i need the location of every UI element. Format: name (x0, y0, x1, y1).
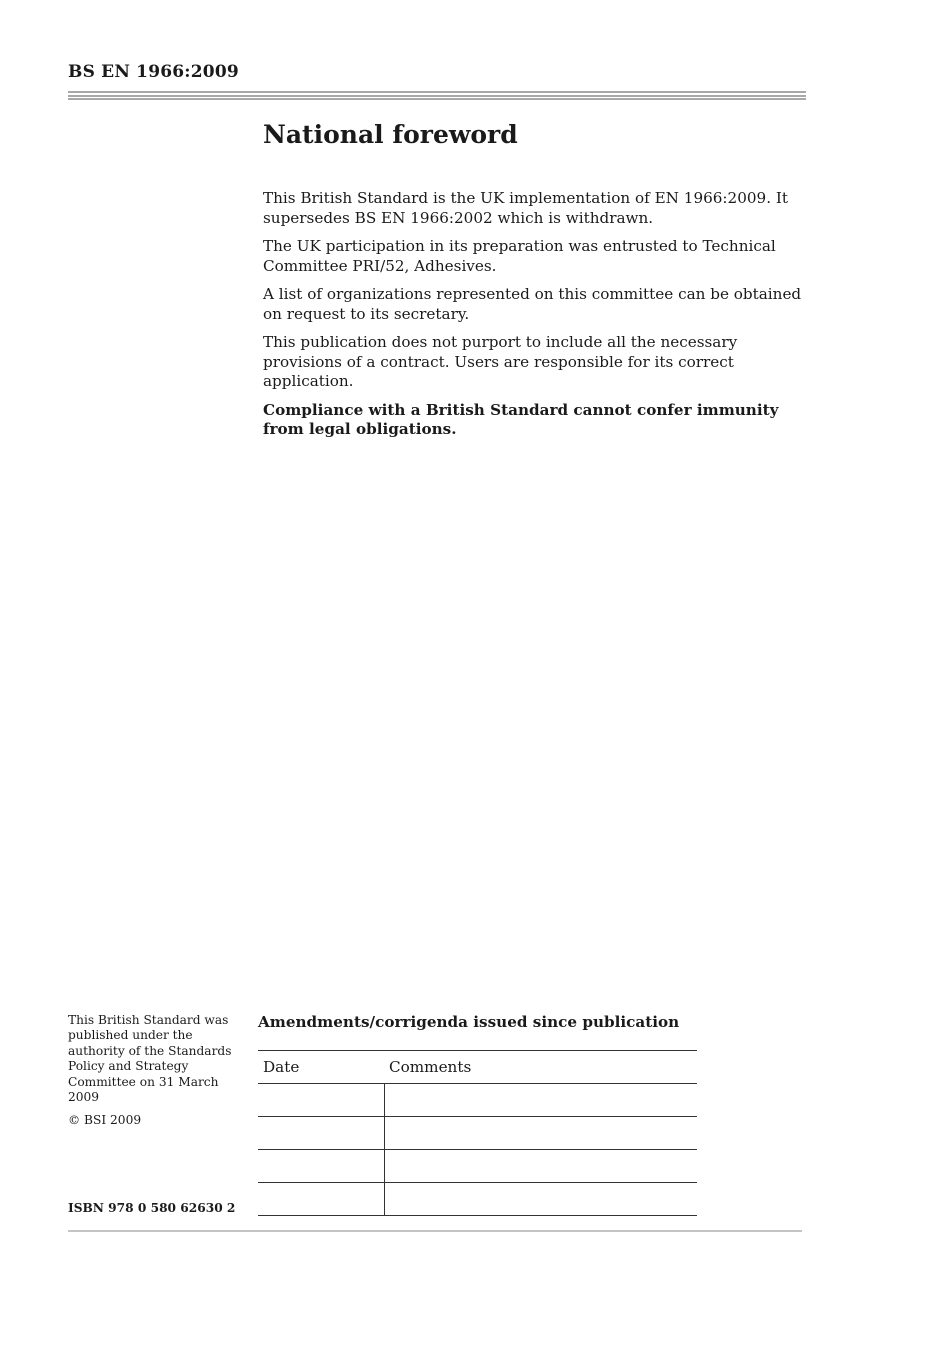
publication-sidebar (68, 1013, 236, 1137)
foreword-body (263, 189, 808, 449)
table-row (258, 1150, 697, 1183)
comments-cell (384, 1117, 697, 1150)
table-row (258, 1183, 697, 1216)
date-cell (258, 1117, 384, 1150)
column-header-date: Date (258, 1051, 384, 1084)
header-rule-line (68, 98, 806, 100)
foreword-paragraph: A list of organizations represented on this committee can be obtained on request to its secretary. (263, 285, 802, 323)
table-row (258, 1117, 697, 1150)
document-code: BS EN 1966:2009 (68, 62, 239, 82)
header-rule (68, 91, 806, 100)
legal-notice: Compliance with a British Standard cannot confer immunity from legal obligations. (263, 400, 779, 438)
comments-cell (384, 1183, 697, 1216)
date-cell (258, 1084, 384, 1117)
page-title: National foreword (263, 120, 518, 149)
publication-note: This British Standard was published under the authority of the Standards Policy and Strategy Committee on 31 March 2009 (68, 1013, 232, 1105)
foreword-paragraph: The UK participation in its preparation was entrusted to Technical Committee PRI/52, Adhesives. (263, 237, 776, 275)
column-header-comments: Comments (384, 1051, 697, 1084)
footer-rule (68, 1230, 802, 1232)
date-cell (258, 1183, 384, 1216)
comments-cell (384, 1084, 697, 1117)
table-row (258, 1084, 697, 1117)
comments-cell (384, 1150, 697, 1183)
header-rule-line (68, 91, 806, 93)
foreword-paragraph: This British Standard is the UK implementation of EN 1966:2009. It supersedes BS EN 1966:2002 which is withdrawn. (263, 189, 788, 227)
table-header-row (258, 1051, 697, 1084)
amendments-title: Amendments/corrigenda issued since publication (258, 1013, 680, 1031)
amendments-table (258, 1050, 697, 1216)
foreword-paragraph: This publication does not purport to include all the necessary provisions of a contract. Users are responsible for its correct application. (263, 333, 738, 390)
header-rule-line (68, 95, 806, 97)
copyright-notice: © BSI 2009 (68, 1113, 142, 1128)
date-cell (258, 1150, 384, 1183)
isbn: ISBN 978 0 580 62630 2 (68, 1201, 236, 1215)
